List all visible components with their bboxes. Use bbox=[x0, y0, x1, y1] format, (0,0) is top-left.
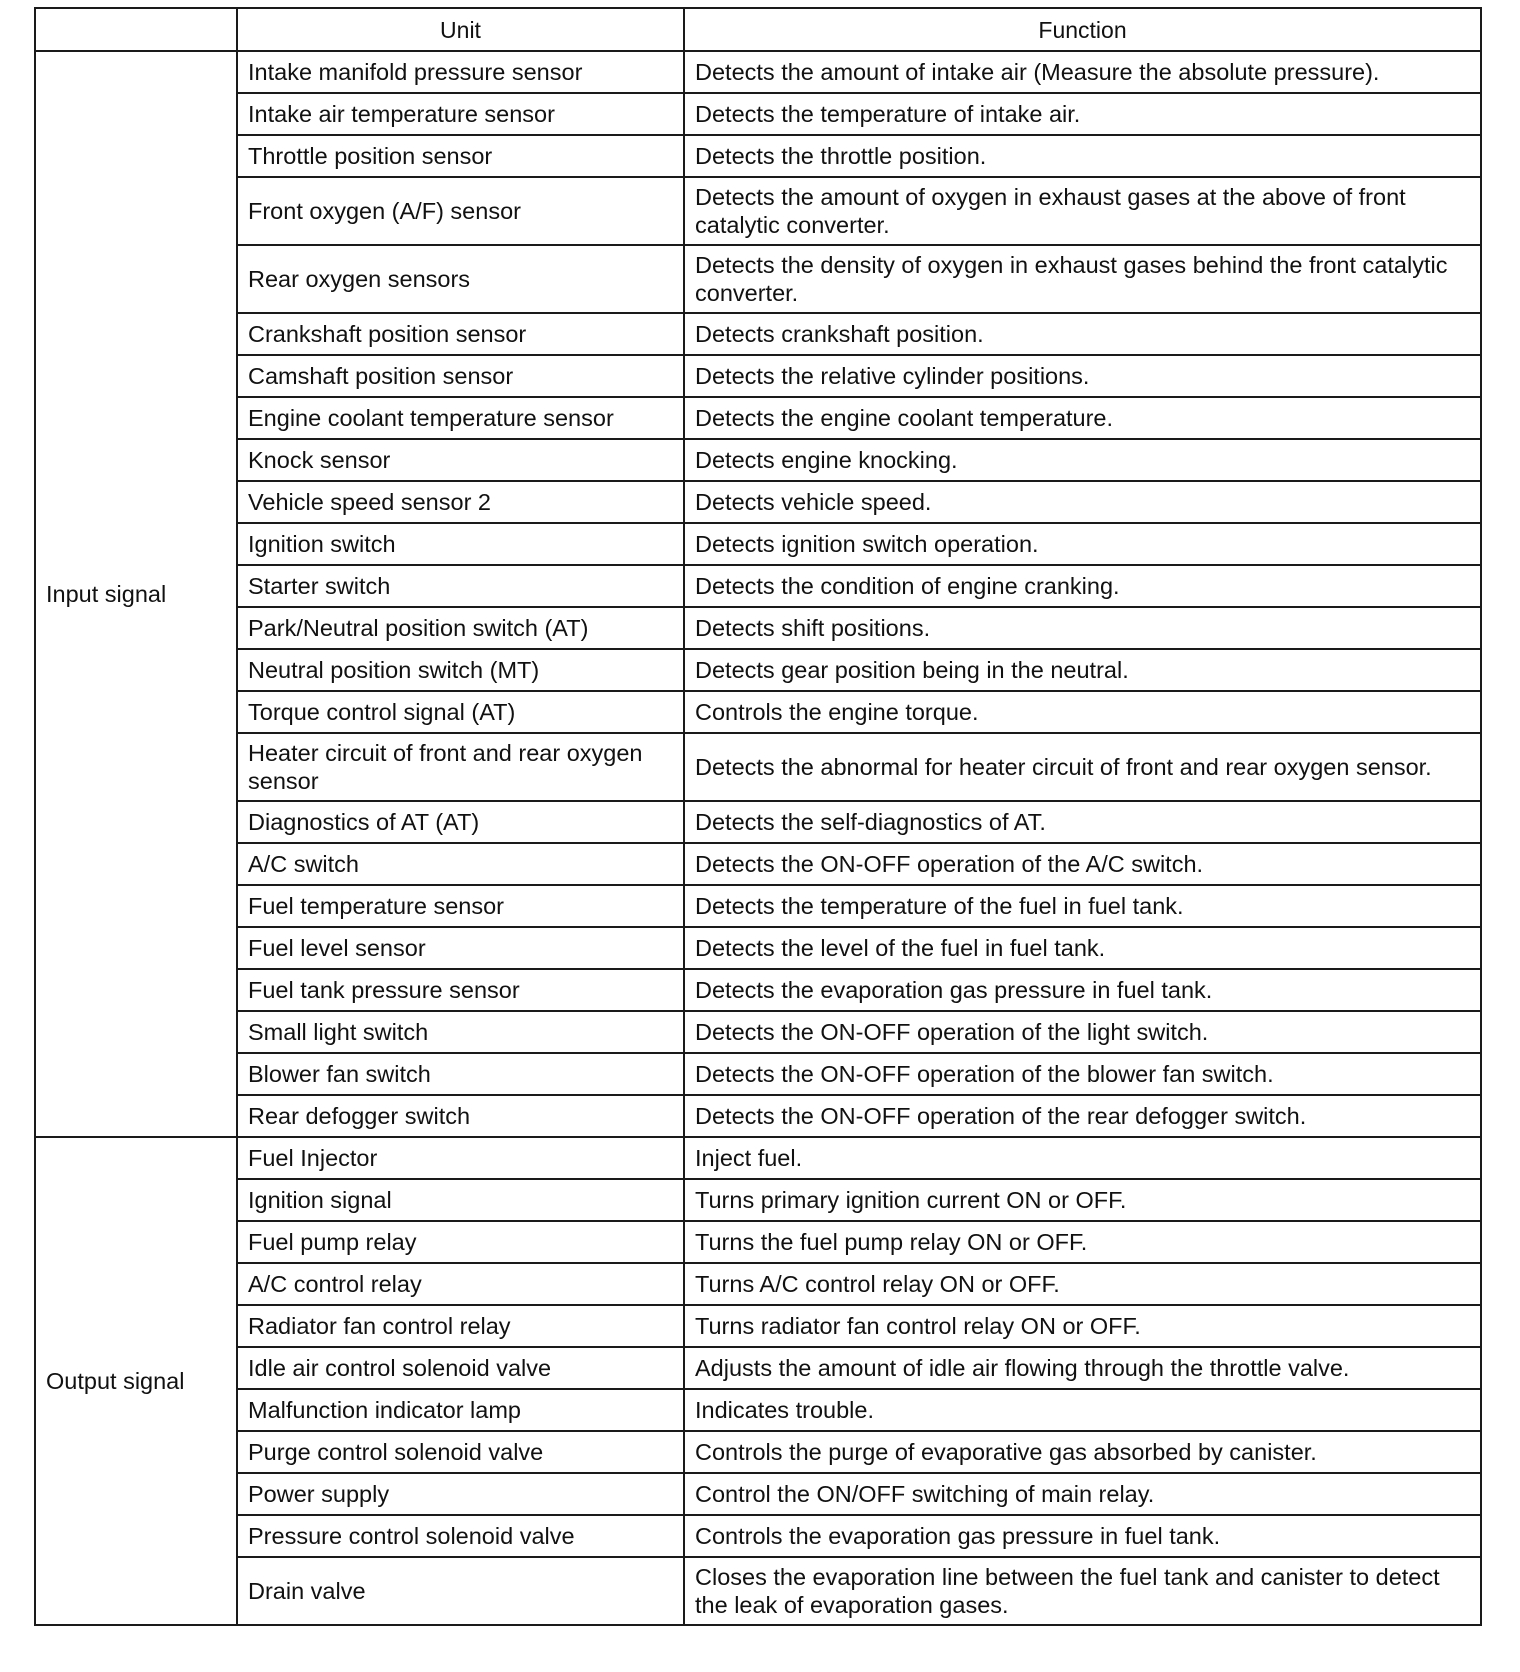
table-row bbox=[35, 1515, 1481, 1557]
unit-cell: Malfunction indicator lamp bbox=[237, 1389, 684, 1431]
table-row bbox=[35, 1095, 1481, 1137]
function-cell: Detects shift positions. bbox=[684, 607, 1481, 649]
table-row bbox=[35, 93, 1481, 135]
table-row bbox=[35, 969, 1481, 1011]
function-cell: Detects the abnormal for heater circuit of front and rear oxygen sensor. bbox=[684, 733, 1481, 801]
unit-cell: Starter switch bbox=[237, 565, 684, 607]
table-row bbox=[35, 1305, 1481, 1347]
unit-cell: Vehicle speed sensor 2 bbox=[237, 481, 684, 523]
table-row bbox=[35, 607, 1481, 649]
function-cell: Detects the condition of engine cranking. bbox=[684, 565, 1481, 607]
table-row bbox=[35, 927, 1481, 969]
table-row bbox=[35, 649, 1481, 691]
unit-cell: A/C switch bbox=[237, 843, 684, 885]
function-cell: Detects gear position being in the neutral. bbox=[684, 649, 1481, 691]
table-row bbox=[35, 1347, 1481, 1389]
table-row bbox=[35, 691, 1481, 733]
function-cell: Turns radiator fan control relay ON or OFF. bbox=[684, 1305, 1481, 1347]
function-cell: Detects vehicle speed. bbox=[684, 481, 1481, 523]
function-cell: Detects the ON-OFF operation of the light switch. bbox=[684, 1011, 1481, 1053]
header-unit: Unit bbox=[237, 8, 684, 51]
function-cell: Detects the amount of intake air (Measure the absolute pressure). bbox=[684, 51, 1481, 93]
function-cell: Detects the ON-OFF operation of the rear defogger switch. bbox=[684, 1095, 1481, 1137]
function-cell: Controls the engine torque. bbox=[684, 691, 1481, 733]
function-cell: Control the ON/OFF switching of main relay. bbox=[684, 1473, 1481, 1515]
table-row bbox=[35, 565, 1481, 607]
table-row bbox=[35, 801, 1481, 843]
table-row bbox=[35, 523, 1481, 565]
unit-function-table bbox=[34, 7, 1482, 1626]
table-row bbox=[35, 1221, 1481, 1263]
function-cell: Detects the amount of oxygen in exhaust gases at the above of front catalytic converter. bbox=[684, 177, 1481, 245]
table-row bbox=[35, 885, 1481, 927]
unit-cell: Fuel temperature sensor bbox=[237, 885, 684, 927]
table-body bbox=[35, 51, 1481, 1625]
unit-cell: Idle air control solenoid valve bbox=[237, 1347, 684, 1389]
function-cell: Indicates trouble. bbox=[684, 1389, 1481, 1431]
unit-cell: Diagnostics of AT (AT) bbox=[237, 801, 684, 843]
function-cell: Detects the temperature of intake air. bbox=[684, 93, 1481, 135]
table-row bbox=[35, 1389, 1481, 1431]
unit-cell: Pressure control solenoid valve bbox=[237, 1515, 684, 1557]
unit-cell: Ignition switch bbox=[237, 523, 684, 565]
unit-cell: Knock sensor bbox=[237, 439, 684, 481]
function-cell: Closes the evaporation line between the fuel tank and canister to detect the leak of evaporation gases. bbox=[684, 1557, 1481, 1625]
function-cell: Turns the fuel pump relay ON or OFF. bbox=[684, 1221, 1481, 1263]
header-group bbox=[35, 8, 237, 51]
unit-cell: Fuel level sensor bbox=[237, 927, 684, 969]
table-row bbox=[35, 245, 1481, 313]
output-signal-group-label: Output signal bbox=[35, 1137, 237, 1625]
table-row bbox=[35, 1053, 1481, 1095]
function-cell: Detects the ON-OFF operation of the A/C switch. bbox=[684, 843, 1481, 885]
table-row bbox=[35, 481, 1481, 523]
table-row bbox=[35, 177, 1481, 245]
unit-cell: Fuel tank pressure sensor bbox=[237, 969, 684, 1011]
function-cell: Turns primary ignition current ON or OFF. bbox=[684, 1179, 1481, 1221]
unit-cell: Throttle position sensor bbox=[237, 135, 684, 177]
table-row bbox=[35, 1263, 1481, 1305]
unit-cell: Rear defogger switch bbox=[237, 1095, 684, 1137]
unit-cell: Power supply bbox=[237, 1473, 684, 1515]
function-cell: Detects the ON-OFF operation of the blower fan switch. bbox=[684, 1053, 1481, 1095]
function-cell: Detects ignition switch operation. bbox=[684, 523, 1481, 565]
function-cell: Inject fuel. bbox=[684, 1137, 1481, 1179]
table-row bbox=[35, 1557, 1481, 1625]
unit-cell: Crankshaft position sensor bbox=[237, 313, 684, 355]
table-row bbox=[35, 397, 1481, 439]
function-cell: Detects the level of the fuel in fuel tank. bbox=[684, 927, 1481, 969]
unit-cell: Purge control solenoid valve bbox=[237, 1431, 684, 1473]
unit-cell: Rear oxygen sensors bbox=[237, 245, 684, 313]
unit-cell: Park/Neutral position switch (AT) bbox=[237, 607, 684, 649]
input-signal-group-label: Input signal bbox=[35, 51, 237, 1137]
table-header-row bbox=[35, 8, 1481, 51]
function-cell: Detects the relative cylinder positions. bbox=[684, 355, 1481, 397]
function-cell: Turns A/C control relay ON or OFF. bbox=[684, 1263, 1481, 1305]
unit-cell: Camshaft position sensor bbox=[237, 355, 684, 397]
unit-cell: Drain valve bbox=[237, 1557, 684, 1625]
function-cell: Detects crankshaft position. bbox=[684, 313, 1481, 355]
unit-cell: Ignition signal bbox=[237, 1179, 684, 1221]
unit-cell: Intake air temperature sensor bbox=[237, 93, 684, 135]
table-row bbox=[35, 1473, 1481, 1515]
unit-cell: Engine coolant temperature sensor bbox=[237, 397, 684, 439]
unit-cell: Intake manifold pressure sensor bbox=[237, 51, 684, 93]
unit-cell: Torque control signal (AT) bbox=[237, 691, 684, 733]
table-row bbox=[35, 843, 1481, 885]
function-cell: Detects the temperature of the fuel in fuel tank. bbox=[684, 885, 1481, 927]
table-row bbox=[35, 439, 1481, 481]
unit-cell: Blower fan switch bbox=[237, 1053, 684, 1095]
function-cell: Adjusts the amount of idle air flowing through the throttle valve. bbox=[684, 1347, 1481, 1389]
function-cell: Controls the evaporation gas pressure in fuel tank. bbox=[684, 1515, 1481, 1557]
function-cell: Detects the evaporation gas pressure in fuel tank. bbox=[684, 969, 1481, 1011]
unit-cell: Radiator fan control relay bbox=[237, 1305, 684, 1347]
table-row bbox=[35, 355, 1481, 397]
unit-cell: Fuel Injector bbox=[237, 1137, 684, 1179]
table-row bbox=[35, 135, 1481, 177]
table-row bbox=[35, 313, 1481, 355]
unit-cell: A/C control relay bbox=[237, 1263, 684, 1305]
header-function: Function bbox=[684, 8, 1481, 51]
unit-cell: Front oxygen (A/F) sensor bbox=[237, 177, 684, 245]
function-cell: Detects the self-diagnostics of AT. bbox=[684, 801, 1481, 843]
table-row bbox=[35, 1431, 1481, 1473]
unit-cell: Heater circuit of front and rear oxygen sensor bbox=[237, 733, 684, 801]
table-row bbox=[35, 733, 1481, 801]
unit-cell: Neutral position switch (MT) bbox=[237, 649, 684, 691]
table-row bbox=[35, 1011, 1481, 1053]
table-row bbox=[35, 51, 1481, 93]
function-cell: Detects the engine coolant temperature. bbox=[684, 397, 1481, 439]
table-row bbox=[35, 1179, 1481, 1221]
function-cell: Controls the purge of evaporative gas absorbed by canister. bbox=[684, 1431, 1481, 1473]
function-cell: Detects the throttle position. bbox=[684, 135, 1481, 177]
function-cell: Detects engine knocking. bbox=[684, 439, 1481, 481]
unit-cell: Fuel pump relay bbox=[237, 1221, 684, 1263]
table-row bbox=[35, 1137, 1481, 1179]
unit-cell: Small light switch bbox=[237, 1011, 684, 1053]
function-cell: Detects the density of oxygen in exhaust gases behind the front catalytic converter. bbox=[684, 245, 1481, 313]
